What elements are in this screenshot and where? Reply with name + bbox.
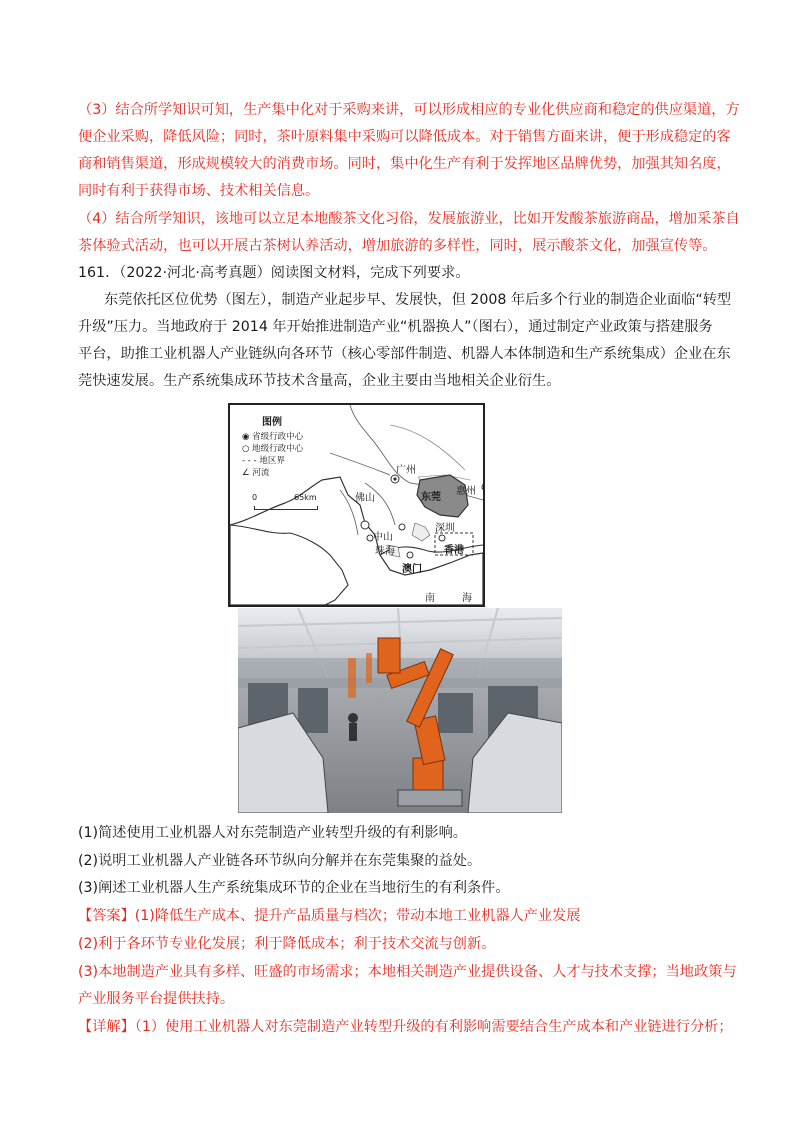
question-3: (3)阐述工业机器人生产系统集成环节的企业在当地衍生的有利条件。 xyxy=(78,880,510,896)
material-line1: 东莞依托区位优势（图左），制造产业起步早、发展快，但 2008 年后多个行业的制造企业面临“转型 xyxy=(104,292,732,308)
city-macao: 澳门 xyxy=(402,564,422,575)
city-huizhou: 惠州 xyxy=(456,486,476,497)
city-zhongshan: 中山 xyxy=(373,532,393,543)
dashed-boundary-icon: - - - xyxy=(242,456,257,466)
pearl-river-delta-map xyxy=(228,403,485,607)
question-2: (2)说明工业机器人产业链各环节纵向分解并在东莞集聚的益处。 xyxy=(78,853,482,869)
answer-2: (2)利于各环节专业化发展；利于降低成本；利于技术交流与创新。 xyxy=(78,936,496,952)
city-dongguan: 东莞 xyxy=(421,492,441,503)
analysis-p3-line4: 同时有利于获得市场、技术相关信息。 xyxy=(78,183,320,199)
material-line4: 莞快速发展。生产系统集成环节技术含量高，企业主要由当地相关企业衍生。 xyxy=(78,373,561,389)
analysis-p4-line2: 茶体验式活动，也可以开展古茶树认养活动，增加旅游的多样性，同时，展示酸茶文化，加强宣传等。 xyxy=(78,238,717,254)
city-hongkong: 香港 xyxy=(444,545,464,556)
question-header: 161．（2022·河北·高考真题）阅读图文材料，完成下列要求。 xyxy=(78,265,470,281)
analysis-p3-line2: 便企业采购，降低风险；同时，茶叶原料集中采购可以降低成本。对于销售方面来讲，便于形成稳定的客 xyxy=(78,129,731,145)
legend-title: 图例 xyxy=(262,417,282,428)
scale-distance: 65km xyxy=(294,493,317,502)
analysis-p4-line1: （4）结合所学知识，该地可以立足本地酸茶文化习俗，发展旅游业，比如开发酸茶旅游商品，增加采茶自 xyxy=(78,211,740,227)
scale-zero: 0 xyxy=(252,493,258,502)
material-line2: 升级”压力。当地政府于 2014 年开始推进制造产业“机器换人”（图右），通过制定产业政策与搭建服务 xyxy=(78,319,713,335)
prefecture-center-symbol-icon: ○ xyxy=(242,444,250,454)
question-1: (1)简述使用工业机器人对东莞制造产业转型升级的有利影响。 xyxy=(78,825,467,841)
city-shenzhen: 深圳 xyxy=(435,523,455,534)
scale-line xyxy=(254,506,318,510)
material-line3: 平台，助推工业机器人产业链纵向各环节（核心零部件制造、机器人本体制造和生产系统集成）企业在东 xyxy=(78,346,731,362)
sea-label-hai: 海 xyxy=(462,593,472,604)
city-guangzhou: 广州 xyxy=(396,465,416,476)
analysis-p3-line1: （3）结合所学知识可知，生产集中化对于采购来讲，可以形成相应的专业化供应商和稳定的供应渠道，方 xyxy=(78,102,740,118)
sea-label-nan: 南 xyxy=(425,593,435,604)
legend-region-boundary: - - - 地区界 xyxy=(242,456,285,466)
robot-photo-drawing xyxy=(238,608,562,813)
industrial-robot-photo xyxy=(238,608,562,813)
river-symbol-icon: ∠ xyxy=(242,468,250,478)
analysis-p3-line3: 商和销售渠道，形成规模较大的消费市场。同时，集中化生产有利于发挥地区品牌优势，加强其知名度， xyxy=(78,156,731,172)
legend-provincial-capital: ◉ 省级行政中心 xyxy=(242,432,304,442)
city-zhuhai: 珠海 xyxy=(375,546,395,557)
answer-1: 【答案】(1)降低生产成本、提升产品质量与档次；带动本地工业机器人产业发展 xyxy=(78,908,581,924)
detail-explanation: 【详解】（1）使用工业机器人对东莞制造产业转型升级的有利影响需要结合生产成本和产业链进行分析； xyxy=(78,1019,733,1035)
provincial-capital-symbol-icon: ◉ xyxy=(242,432,250,442)
legend-prefecture-center: ○ 地级行政中心 xyxy=(242,444,304,454)
answer-3-line1: (3)本地制造产业具有多样、旺盛的市场需求；本地相关制造产业提供设备、人才与技术支撑；当地政策与 xyxy=(78,964,737,980)
answer-3-line2: 产业服务平台提供扶持。 xyxy=(78,991,235,1007)
legend-river: ∠ 河流 xyxy=(242,468,270,478)
city-foshan: 佛山 xyxy=(355,493,375,504)
